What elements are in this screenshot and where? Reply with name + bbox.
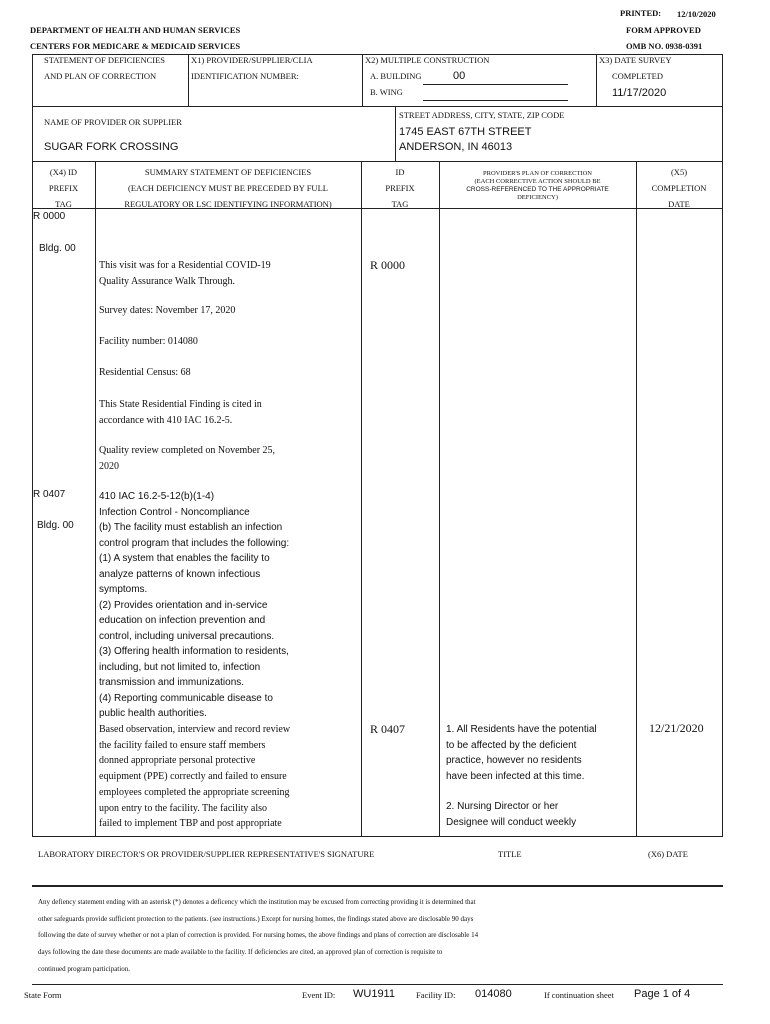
building-r0407: Bldg. 00	[37, 520, 74, 531]
tag-r0000: R 0000	[33, 211, 66, 222]
survey-label-2: COMPLETED	[612, 71, 663, 81]
visit-summary: This visit was for a Residential COVID-19 Quality Assurance Walk Through.	[99, 260, 271, 287]
regulation-text: 410 IAC 16.2-5-12(b)(1-4) Infection Control - Noncompliance (b) The facility must establish an infection control program that includes the following: (1) A system that enables the facility to analyze patterns of known infectious symptoms. (2) Provides orientation and in-service education on infection prevention and control, including universal precautions. (3) Offering health information to residents, including, but not limited to, infection transmission and immunizations. (4) Reporting communicable disease to public health authorities.	[99, 491, 290, 719]
event-id: WU1911	[353, 988, 395, 1000]
street-address: 1745 EAST 67TH STREET	[399, 126, 532, 138]
signature-label: LABORATORY DIRECTOR'S OR PROVIDER/SUPPLIER REPRESENTATIVE'S SIGNATURE	[38, 849, 375, 859]
id-prefix-header-2: ID PREFIX TAG	[385, 167, 415, 209]
state-finding: This State Residential Finding is cited in accordance with 410 IAC 16.2-5.	[99, 399, 262, 426]
provider-id-label-2: IDENTIFICATION NUMBER:	[191, 71, 299, 81]
statement-label-1: STATEMENT OF DEFICIENCIES	[44, 55, 166, 65]
building-label: A. BUILDING	[370, 71, 422, 81]
printed-date: 12/10/2020	[677, 9, 716, 19]
continuation-label: If continuation sheet	[544, 990, 614, 1000]
survey-date: 11/17/2020	[612, 87, 667, 99]
survey-dates: Survey dates: November 17, 2020	[99, 305, 236, 316]
dept-title: DEPARTMENT OF HEALTH AND HUMAN SERVICES	[30, 25, 241, 35]
building-value: 00	[453, 70, 466, 82]
state-form-label: State Form	[24, 990, 62, 1000]
building-r0000: Bldg. 00	[39, 243, 76, 254]
observation-text: Based observation, interview and record review the facility failed to ensure staff members donned appropriate personal protective equipment (PPE) correctly and failed to ensure employees completed the appropriate screening upon entry to the facility. The facility also failed to implement TBP and post appropriate	[99, 724, 291, 830]
plan-header: PROVIDER'S PLAN OF CORRECTION (EACH CORRECTIVE ACTION SHOULD BE CROSS-REFERENCED TO THE APPROPRIATE DEFICIENCY)	[466, 170, 609, 201]
form-approved: FORM APPROVED	[626, 25, 701, 35]
disclaimer-text: Any defiency statement ending with an asterisk (*) denotes a deficency which the institution may be excused from correcting providing it is determined that other safeguards provide sufficient protection to the patients. (see instructions.) Except for nursing homes, the findings stated above are disclosable 90 days following the date of survey whether or not a plan of correction is provided. For nursing homes, the above findings and plans of correction are disclosable 14 days following the date these documents are made available to the facility. If deficiencies are cited, an approved plan of correction is requisite to continued program participation.	[38, 898, 479, 973]
omb-number: OMB NO. 0938-0391	[626, 41, 703, 51]
id-prefix-header: (X4) ID PREFIX TAG	[48, 167, 79, 209]
city-state-zip: ANDERSON, IN 46013	[399, 141, 513, 153]
completion-date: 12/21/2020	[649, 721, 704, 735]
tag-r0000-right: R 0000	[370, 258, 406, 272]
facility-id-label: Facility ID:	[416, 990, 456, 1000]
address-label: STREET ADDRESS, CITY, STATE, ZIP CODE	[399, 110, 565, 120]
statement-label-2: AND PLAN OF CORRECTION	[44, 71, 157, 81]
centers-title: CENTERS FOR MEDICARE & MEDICAID SERVICES	[30, 41, 241, 51]
facility-id: 014080	[475, 988, 512, 1000]
quality-review: Quality review completed on November 25, 2020	[99, 445, 276, 472]
printed-label: PRINTED:	[620, 8, 662, 18]
provider-name: SUGAR FORK CROSSING	[44, 141, 179, 153]
survey-label-1: X3) DATE SURVEY	[599, 55, 672, 65]
date-label: (X6) DATE	[648, 849, 688, 859]
provider-id-label-1: X1) PROVIDER/SUPPLIER/CLIA	[191, 55, 313, 65]
plan-item-1: 1. All Residents have the potential to be affected by the deficient practice, however no residents have been infected at this time.	[446, 724, 597, 782]
event-id-label: Event ID:	[302, 990, 336, 1000]
wing-label: B. WING	[370, 87, 403, 97]
tag-r0407-right: R 0407	[370, 722, 406, 736]
summary-header: SUMMARY STATEMENT OF DEFICIENCIES (EACH DEFICIENCY MUST BE PRECEDED BY FULL REGULATORY OR LSC IDENTIFYING INFORMATION)	[124, 167, 332, 209]
completion-header: (X5) COMPLETION DATE	[651, 167, 707, 209]
provider-name-label: NAME OF PROVIDER OR SUPPLIER	[44, 117, 182, 127]
tag-r0407: R 0407	[33, 489, 66, 500]
facility-number: Facility number: 014080	[99, 336, 198, 347]
title-label: TITLE	[498, 849, 522, 859]
plan-item-2: 2. Nursing Director or her Designee will conduct weekly	[446, 801, 577, 828]
page-number: Page 1 of 4	[634, 988, 691, 1000]
multiple-construction-label: X2) MULTIPLE CONSTRUCTION	[365, 55, 490, 65]
residential-census: Residential Census: 68	[99, 367, 191, 378]
